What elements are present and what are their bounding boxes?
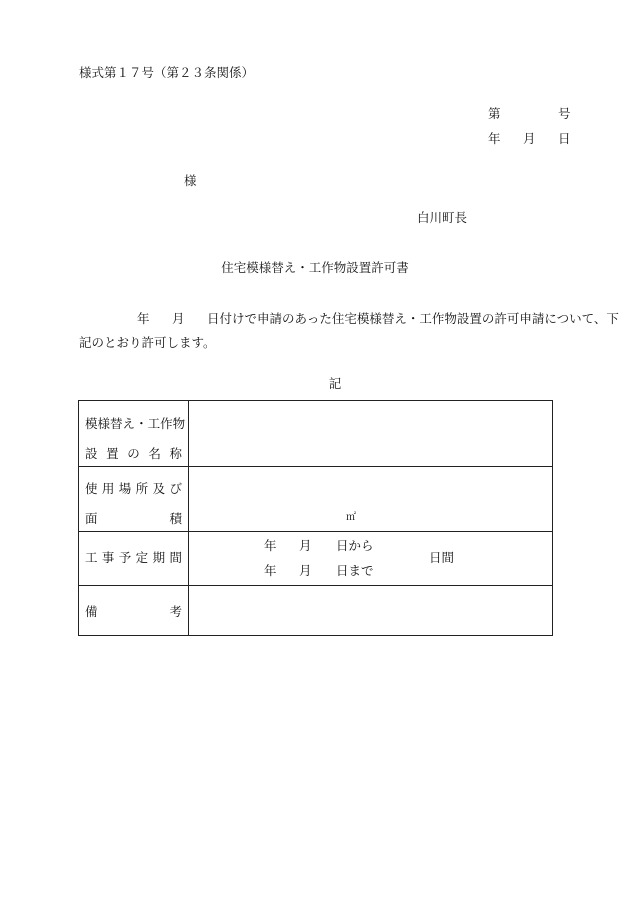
duration-days: 日間 xyxy=(429,550,455,565)
table-column-divider xyxy=(188,401,189,635)
issuer: 白川町長 xyxy=(417,210,468,225)
number-prefix: 第 xyxy=(488,106,501,121)
row4-label: 備 考 xyxy=(85,604,182,619)
ki-heading: 記 xyxy=(328,376,342,391)
form-number: 様式第１７号（第２３条関係） xyxy=(79,65,255,80)
body-text-line2: 記のとおり許可します。 xyxy=(79,335,216,350)
date-day: 日 xyxy=(558,131,571,146)
end-month: 月 xyxy=(299,563,312,578)
document-title: 住宅模様替え・工作物設置許可書 xyxy=(221,260,409,275)
row2-label-line1: 使 用 場 所 及 び xyxy=(85,481,182,496)
number-suffix: 号 xyxy=(558,106,571,121)
body-month: 月 xyxy=(172,311,185,326)
addressee-suffix: 様 xyxy=(184,173,197,188)
table-row-divider xyxy=(79,585,552,586)
table-row-divider xyxy=(79,466,552,467)
start-day-from: 日から xyxy=(336,538,374,553)
permit-table xyxy=(78,400,553,636)
row1-label-line1: 模様替え・工作物 xyxy=(85,416,186,431)
area-unit: ㎡ xyxy=(346,512,356,523)
date-year: 年 xyxy=(488,131,501,146)
row3-label: 工 事 予 定 期 間 xyxy=(85,550,182,565)
table-row-divider xyxy=(79,531,552,532)
row2-label-line2: 面 積 xyxy=(85,511,182,526)
end-day-until: 日まで xyxy=(336,563,374,578)
date-month: 月 xyxy=(523,131,536,146)
end-year: 年 xyxy=(264,563,277,578)
start-year: 年 xyxy=(264,538,277,553)
start-month: 月 xyxy=(299,538,312,553)
row1-label-line2: 設 置 の 名 称 xyxy=(85,446,182,461)
body-text-line1: 日付けで申請のあった住宅模様替え・工作物設置の許可申請について、下 xyxy=(207,311,619,326)
body-year: 年 xyxy=(137,311,150,326)
